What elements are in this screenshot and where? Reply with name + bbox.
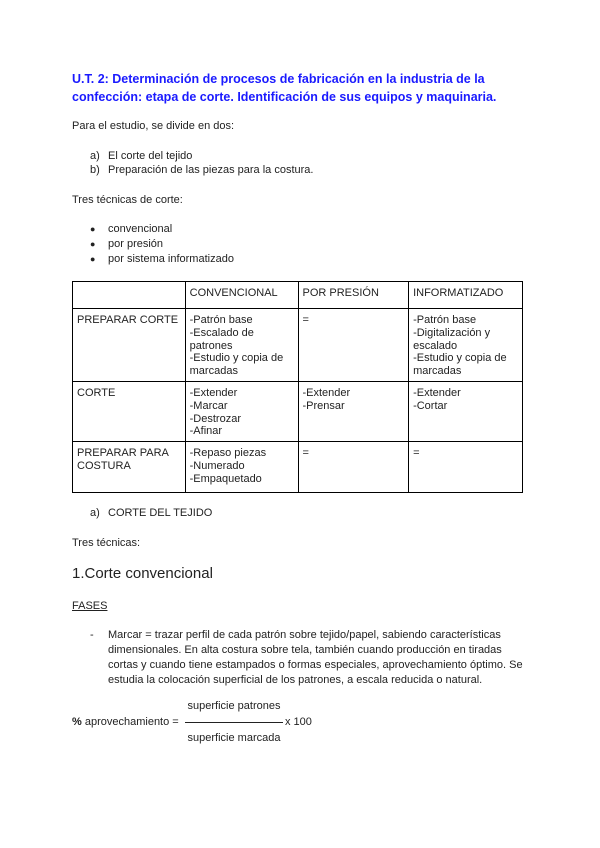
formula-numerator: superficie patrones bbox=[187, 700, 281, 712]
cell-line: -Patrón base bbox=[189, 314, 253, 326]
row-label: CORTE bbox=[73, 381, 186, 441]
formula-lhs bbox=[72, 716, 179, 728]
table-header-row bbox=[73, 282, 523, 309]
table-cell bbox=[298, 381, 409, 441]
table-header-cell: POR PRESIÓN bbox=[298, 282, 409, 309]
technique-item bbox=[90, 252, 234, 267]
division-item-b bbox=[90, 163, 313, 178]
cell-line: -Afinar bbox=[189, 425, 223, 438]
section-a-text: CORTE DEL TEJIDO bbox=[108, 507, 213, 519]
cell-line: -Patrón base bbox=[413, 314, 477, 326]
technique-text: por presión bbox=[108, 238, 164, 250]
bullet-icon: ● bbox=[90, 224, 96, 234]
formula-denominator: superficie marcada bbox=[187, 732, 281, 744]
list-marker: a) bbox=[90, 507, 100, 519]
formula-lhs-text: aprovechamiento = bbox=[84, 716, 179, 728]
table-cell bbox=[298, 309, 409, 382]
section-a-item bbox=[90, 506, 212, 521]
marcar-text: Marcar = trazar perfil de cada patrón sobre tejido/papel, sabiendo características dimensionales. En alta costura sobre tela, también cuando producción en tiradas cortas y cuando tiene estampados o formas especiales, aprovechamiento óptimo. Se estudia la colocación superficial de los patrones, a escala reducida o natural. bbox=[108, 629, 523, 686]
cell-line: = bbox=[302, 447, 309, 460]
cell-line: -Destrozar bbox=[189, 412, 241, 425]
list-marker: b) bbox=[90, 164, 100, 176]
aprovechamiento-formula bbox=[72, 700, 372, 750]
technique-text: convencional bbox=[108, 223, 173, 235]
cell-line: -Repaso piezas bbox=[189, 447, 267, 460]
table-header-cell bbox=[73, 282, 186, 309]
technique-text: por sistema informatizado bbox=[108, 253, 234, 265]
cell-line: = bbox=[302, 314, 309, 326]
percent-symbol: % bbox=[72, 716, 82, 728]
table-cell bbox=[185, 442, 298, 493]
cell-line: -Extender bbox=[189, 386, 238, 399]
document-title: U.T. 2: Determinación de procesos de fabricación en la industria de la confección: etapa de corte. Identificación de sus equipos y maquinaria. bbox=[72, 72, 497, 104]
cell-line: -Digitalización y escalado bbox=[413, 326, 491, 352]
table-cell bbox=[185, 381, 298, 441]
cell-line: = bbox=[413, 447, 420, 460]
cell-line: -Empaquetado bbox=[189, 472, 262, 485]
table-cell bbox=[409, 309, 523, 382]
table-row bbox=[73, 381, 523, 441]
cell-line: -Escalado de patrones bbox=[189, 326, 254, 352]
row-label: PREPARAR CORTE bbox=[73, 309, 186, 382]
table-header-cell: INFORMATIZADO bbox=[409, 282, 523, 309]
table-cell bbox=[185, 309, 298, 382]
technique-item bbox=[90, 237, 163, 252]
list-marker: a) bbox=[90, 150, 100, 162]
row-label: PREPARAR PARA COSTURA bbox=[73, 442, 186, 493]
cell-line: -Estudio y copia de marcadas bbox=[413, 352, 507, 378]
division-item-a bbox=[90, 149, 192, 164]
techniques-label: Tres técnicas de corte: bbox=[72, 194, 183, 206]
fraction-bar bbox=[185, 722, 283, 723]
cell-line: -Marcar bbox=[189, 399, 228, 412]
formula-multiplier: x 100 bbox=[285, 716, 312, 728]
cell-line: -Numerado bbox=[189, 459, 245, 472]
techniques-table bbox=[72, 281, 523, 493]
tres-tecnicas-text: Tres técnicas: bbox=[72, 537, 141, 549]
bullet-icon: ● bbox=[90, 239, 96, 249]
cell-line: -Estudio y copia de marcadas bbox=[189, 352, 284, 378]
table-cell bbox=[409, 442, 523, 493]
table-row bbox=[73, 309, 523, 382]
table-header-cell: CONVENCIONAL bbox=[185, 282, 298, 309]
table-cell bbox=[409, 381, 523, 441]
section-heading: 1.Corte convencional bbox=[72, 565, 213, 582]
cell-line: -Extender bbox=[413, 386, 461, 399]
table-row bbox=[73, 442, 523, 493]
cell-line: -Prensar bbox=[302, 399, 345, 412]
table-cell bbox=[298, 442, 409, 493]
intro-text: Para el estudio, se divide en dos: bbox=[72, 120, 235, 132]
marcar-item bbox=[90, 628, 530, 688]
cell-line: -Cortar bbox=[413, 399, 448, 412]
cell-line: -Extender bbox=[302, 386, 351, 399]
fases-heading: FASES bbox=[72, 600, 108, 612]
technique-item bbox=[90, 222, 172, 237]
list-item-text: Preparación de las piezas para la costura. bbox=[108, 164, 314, 176]
list-item-text: El corte del tejido bbox=[108, 150, 193, 162]
dash-marker: - bbox=[90, 629, 94, 641]
bullet-icon: ● bbox=[90, 254, 96, 264]
